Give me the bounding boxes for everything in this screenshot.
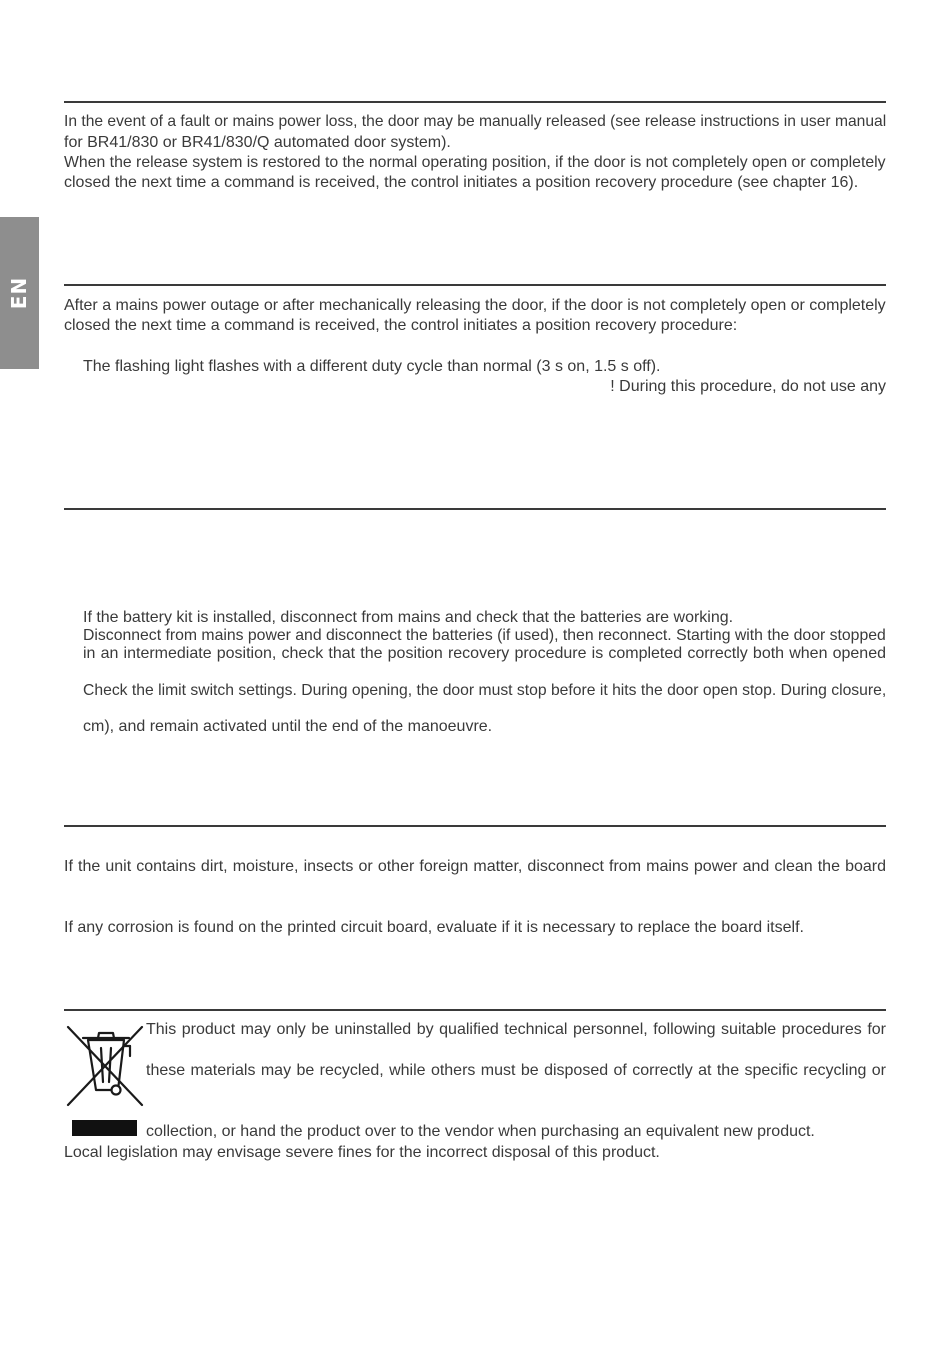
- crossed-out-wheelie-bin-icon: [66, 1024, 144, 1108]
- body-text-line: closed the next time a command is received, the control initiates a position recovery procedure:: [64, 317, 738, 334]
- list-item: cm), and remain activated until the end of the manoeuvre.: [83, 718, 493, 735]
- separate-collection-bar: [72, 1120, 137, 1136]
- body-text-line: If the unit contains dirt, moisture, insects or other foreign matter, disconnect from mains power and clean the board: [64, 858, 886, 875]
- body-text-line: Local legislation may envisage severe fines for the incorrect disposal of this product.: [64, 1144, 660, 1161]
- section-divider: [64, 1009, 886, 1011]
- list-item: If the battery kit is installed, disconnect from mains and check that the batteries are working.: [83, 609, 734, 626]
- section-divider: [64, 101, 886, 103]
- body-text-line: collection, or hand the product over to the vendor when purchasing an equivalent new product.: [146, 1123, 815, 1140]
- body-text-line: for BR41/830 or BR41/830/Q automated door system).: [64, 134, 451, 151]
- body-text-line: If any corrosion is found on the printed circuit board, evaluate if it is necessary to replace the board itself.: [64, 919, 804, 936]
- list-item: in an intermediate position, check that the position recovery procedure is completed correctly both when opened: [83, 645, 886, 662]
- list-item: The flashing light flashes with a different duty cycle than normal (3 s on, 1.5 s off).: [83, 358, 661, 375]
- list-item: Check the limit switch settings. During opening, the door must stop before it hits the door open stop. During closure,: [83, 682, 887, 699]
- body-text-line: When the release system is restored to the normal operating position, if the door is not completely open or completely: [64, 154, 886, 171]
- list-item: Disconnect from mains power and disconnect the batteries (if used), then reconnect. Starting with the door stopped: [83, 627, 886, 644]
- section-divider: [64, 825, 886, 827]
- language-tab: [0, 217, 39, 369]
- language-tab-label: EN: [7, 276, 32, 310]
- body-text-line: After a mains power outage or after mechanically releasing the door, if the door is not completely open or completely: [64, 297, 886, 314]
- body-text-line: In the event of a fault or mains power loss, the door may be manually released (see release instructions in user manual: [64, 113, 887, 130]
- body-text-line: This product may only be uninstalled by qualified technical personnel, following suitable procedures for: [146, 1021, 886, 1038]
- body-text-line: closed the next time a command is received, the control initiates a position recovery procedure (see chapter 16).: [64, 174, 859, 191]
- warning-text: ! During this procedure, do not use any: [610, 378, 886, 395]
- section-divider: [64, 508, 886, 510]
- section-divider: [64, 284, 886, 286]
- body-text-line: these materials may be recycled, while others must be disposed of correctly at the specific recycling or: [146, 1062, 886, 1079]
